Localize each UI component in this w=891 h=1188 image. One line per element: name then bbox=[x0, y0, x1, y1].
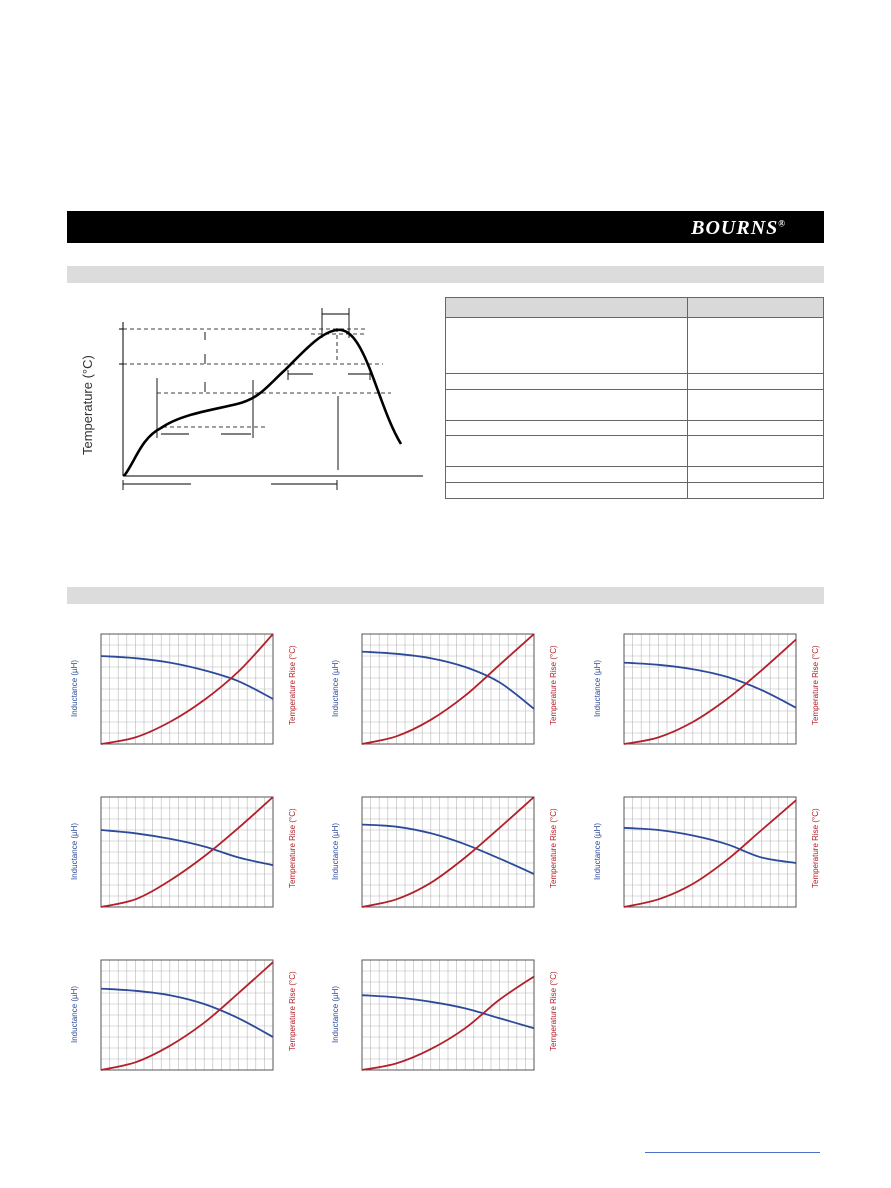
inductance-axis-label: Inductance (µH) bbox=[593, 659, 602, 717]
temperature-rise-axis-label: Temperature Rise (°C) bbox=[811, 808, 820, 888]
table-header-cell bbox=[446, 298, 688, 318]
inductance-axis-label: Inductance (µH) bbox=[331, 659, 340, 717]
temperature-rise-axis-label: Temperature Rise (°C) bbox=[288, 645, 297, 725]
inductance-chart-6 bbox=[623, 796, 797, 908]
temperature-rise-axis-label: Temperature Rise (°C) bbox=[549, 971, 558, 1051]
inductance-axis-label: Inductance (µH) bbox=[593, 822, 602, 880]
temperature-rise-axis-label: Temperature Rise (°C) bbox=[288, 808, 297, 888]
inductance-axis-label: Inductance (µH) bbox=[331, 822, 340, 880]
temperature-rise-axis-label: Temperature Rise (°C) bbox=[549, 645, 558, 725]
inductance-chart-8 bbox=[361, 959, 535, 1071]
inductance-axis-label: Inductance (µH) bbox=[70, 659, 79, 717]
header-bar bbox=[67, 211, 824, 243]
inductance-chart-1 bbox=[100, 633, 274, 745]
section-bar-reflow bbox=[67, 266, 824, 283]
reflow-profile-diagram bbox=[85, 300, 430, 500]
inductance-axis-label: Inductance (µH) bbox=[331, 985, 340, 1043]
temperature-rise-axis-label: Temperature Rise (°C) bbox=[811, 645, 820, 725]
profile-curve bbox=[124, 330, 401, 476]
reflow-spec-table bbox=[445, 297, 824, 499]
table-header-cell bbox=[688, 298, 824, 318]
footer-link[interactable] bbox=[645, 1152, 820, 1153]
inductance-axis-label: Inductance (µH) bbox=[70, 822, 79, 880]
inductance-chart-3 bbox=[623, 633, 797, 745]
inductance-axis-label: Inductance (µH) bbox=[70, 985, 79, 1043]
temperature-rise-axis-label: Temperature Rise (°C) bbox=[288, 971, 297, 1051]
profile-y-label: Temperature (°C) bbox=[80, 355, 95, 455]
temperature-rise-axis-label: Temperature Rise (°C) bbox=[549, 808, 558, 888]
inductance-chart-5 bbox=[361, 796, 535, 908]
inductance-chart-7 bbox=[100, 959, 274, 1071]
inductance-chart-4 bbox=[100, 796, 274, 908]
inductance-chart-2 bbox=[361, 633, 535, 745]
section-bar-characteristics bbox=[67, 587, 824, 604]
bourns-logo: BOURNS® bbox=[691, 217, 786, 239]
